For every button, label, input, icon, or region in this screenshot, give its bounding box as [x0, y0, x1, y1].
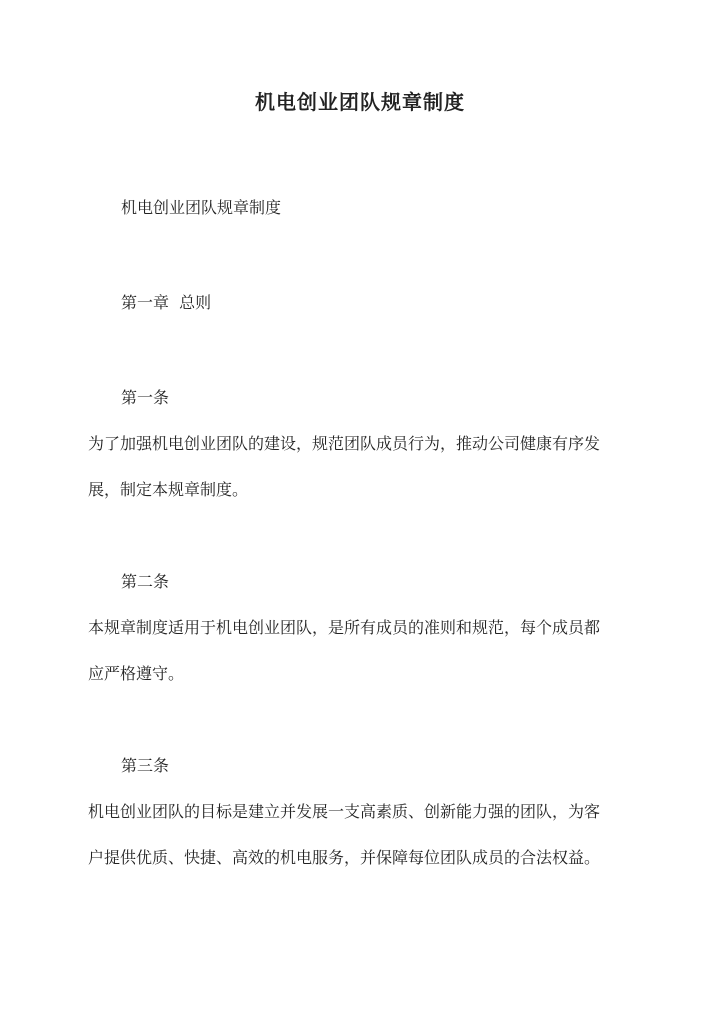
- article-2-line-2: 应严格遵守。: [88, 664, 185, 683]
- chapter-heading: 第一章 总则: [121, 293, 212, 312]
- article-2-line-1: 本规章制度适用于机电创业团队，是所有成员的准则和规范，每个成员都: [88, 618, 601, 637]
- article-1-heading: 第一条: [121, 388, 170, 407]
- article-2-heading: 第二条: [121, 572, 170, 591]
- article-1-line-1: 为了加强机电创业团队的建设，规范团队成员行为，推动公司健康有序发: [88, 434, 601, 453]
- article-3-line-2: 户提供优质、快捷、高效的机电服务，并保障每位团队成员的合法权益。: [88, 848, 601, 867]
- article-3-heading: 第三条: [121, 756, 170, 775]
- article-1-line-2: 展，制定本规章制度。: [88, 480, 249, 499]
- article-3-line-1: 机电创业团队的目标是建立并发展一支高素质、创新能力强的团队，为客: [88, 802, 601, 821]
- document-title: 机电创业团队规章制度: [255, 90, 465, 114]
- document-subtitle: 机电创业团队规章制度: [121, 198, 282, 217]
